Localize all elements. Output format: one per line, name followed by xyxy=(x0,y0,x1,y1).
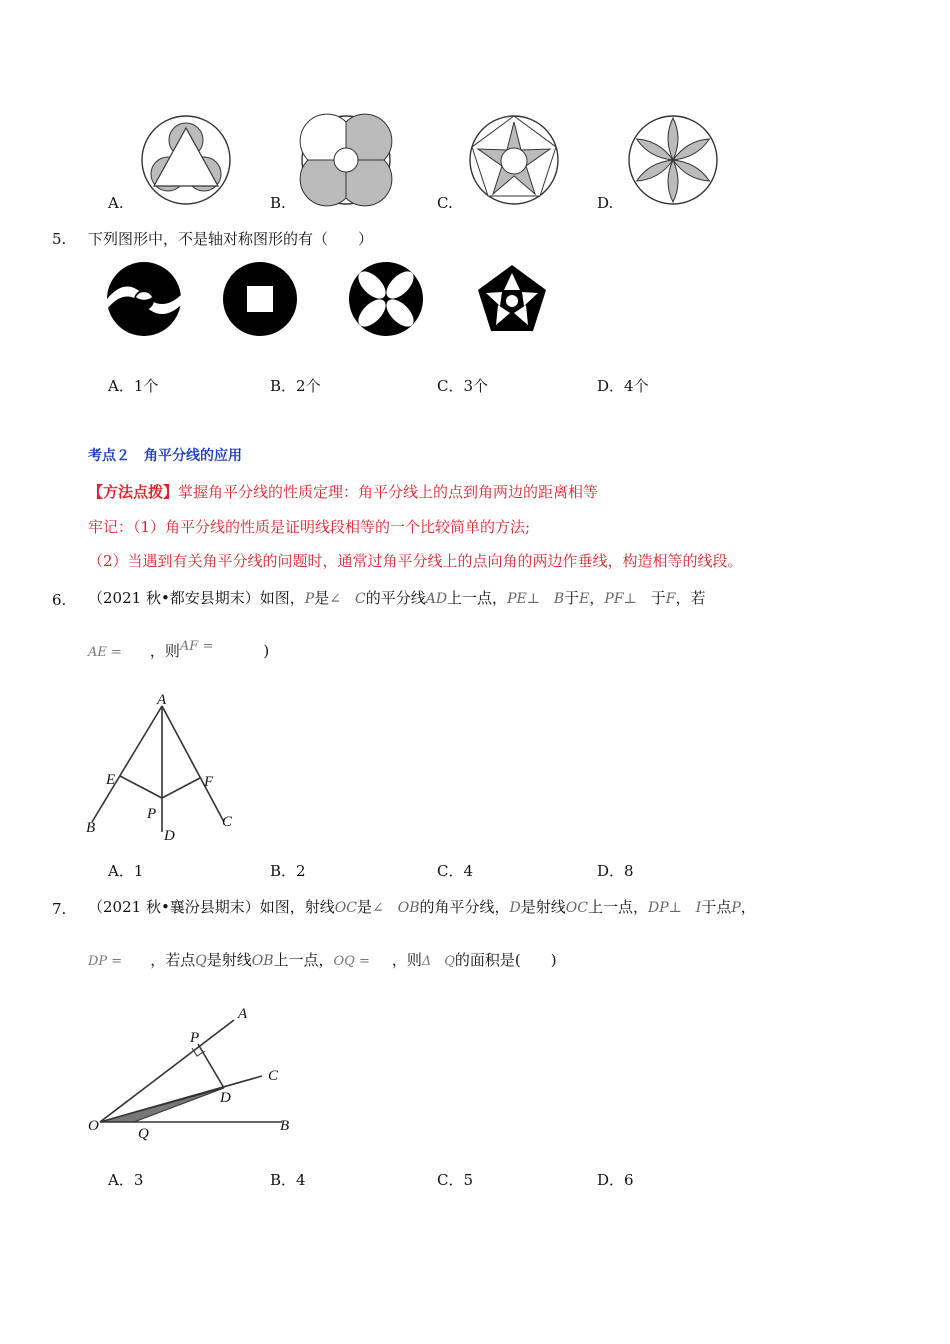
q5-figure-1 xyxy=(106,261,182,337)
q6-text-4: 上一点， xyxy=(447,589,508,607)
q7-option-c[interactable]: C．5 xyxy=(437,1171,474,1189)
q6-math-e: E xyxy=(579,591,590,607)
q6-text-8: ，若 xyxy=(675,589,706,607)
q6-option-a[interactable]: A．1 xyxy=(108,862,144,880)
q6-math-ae: AE = xyxy=(88,645,122,660)
q7-text-6: 于点 xyxy=(701,898,732,916)
note-2: （2）当遇到有关角平分线的问题时，通常过角平分线上的点向角的两边作垂线，构造相等的线段。 xyxy=(88,552,743,570)
q6-label-b: B xyxy=(86,820,96,836)
q6-label-p: P xyxy=(147,806,157,822)
q7-math-p: P xyxy=(731,900,741,916)
q6-text-1: （2021 秋•都安县期末）如图， xyxy=(88,589,305,607)
q6-label-d: D xyxy=(164,828,175,844)
q7-label-d: D xyxy=(220,1090,231,1106)
q6-math-angle: ∠ C xyxy=(329,591,366,607)
q6-text-5: 于 xyxy=(564,589,580,607)
q6-math-pe: PE⊥ B xyxy=(507,591,565,607)
q7-math-ob: OB xyxy=(251,953,274,969)
q5-option-b[interactable]: B．2个 xyxy=(270,377,321,395)
q7-question-line1 xyxy=(88,897,756,918)
q6-label-c: C xyxy=(222,814,233,830)
section-title: 考点２ 角平分线的应用 xyxy=(88,448,242,464)
q7-math-oc: OC xyxy=(334,900,357,916)
q4-figure-c xyxy=(468,114,560,206)
q4-figure-a xyxy=(140,114,232,206)
q6-math-p: P xyxy=(304,591,315,607)
q6-label-f: F xyxy=(204,774,214,790)
q7-text-7: ， xyxy=(740,898,756,916)
q7-figure xyxy=(86,1004,306,1142)
q7-text-8: ，若点 xyxy=(150,951,196,969)
q5-figure-3 xyxy=(348,261,424,337)
q4-figure-b xyxy=(300,114,392,206)
q7-option-a[interactable]: A．3 xyxy=(108,1171,144,1189)
q7-text-2: 是 xyxy=(357,898,373,916)
q5-figure-2 xyxy=(222,261,298,337)
q7-math-tri: Δ Q xyxy=(421,954,455,969)
q7-number: 7. xyxy=(52,900,67,918)
q7-math-dp: DP⊥ I xyxy=(648,900,702,916)
q4-option-b[interactable]: B. xyxy=(270,194,286,212)
q6-text-6: ， xyxy=(589,589,605,607)
q7-option-d[interactable]: D．6 xyxy=(597,1171,634,1189)
q6-option-d[interactable]: D．8 xyxy=(597,862,634,880)
q7-label-p: P xyxy=(190,1030,200,1046)
q4-option-c[interactable]: C. xyxy=(437,194,453,212)
q7-label-c: C xyxy=(268,1068,279,1084)
q5-figure-4 xyxy=(476,263,548,335)
q7-math-d: D xyxy=(509,900,521,916)
q4-option-a[interactable]: A. xyxy=(108,194,124,212)
q7-math-oc2: OC xyxy=(565,900,588,916)
q7-math-dpeq: DP = xyxy=(88,954,123,969)
q6-math-pf: PF⊥ xyxy=(604,591,651,607)
q7-math-q: Q xyxy=(195,953,207,969)
q7-text-4: 是射线 xyxy=(520,898,566,916)
q6-text-3: 的平分线 xyxy=(365,589,426,607)
q7-text-11: ，则 xyxy=(391,951,422,969)
method-label: 【方法点拨】 xyxy=(88,483,179,501)
q6-label-e: E xyxy=(106,772,116,788)
q6-label-a: A xyxy=(157,692,167,708)
q6-text-2: 是 xyxy=(314,589,330,607)
method-line xyxy=(88,482,598,502)
q6-question-line1 xyxy=(88,588,705,609)
q5-option-d[interactable]: D．4个 xyxy=(597,377,649,395)
q6-figure xyxy=(84,692,244,848)
q7-math-angle: ∠ OB xyxy=(372,900,420,916)
q7-text-5: 上一点， xyxy=(587,898,648,916)
q7-text-10: 上一点， xyxy=(273,951,334,969)
method-text: 掌握角平分线的性质定理：角平分线上的点到角两边的距离相等 xyxy=(178,483,599,501)
q5-question: 下列图形中，不是轴对称图形的有（ ） xyxy=(88,230,374,248)
q6-question-line2 xyxy=(88,641,269,663)
q7-label-q: Q xyxy=(138,1126,149,1142)
q7-question-line2 xyxy=(88,950,557,972)
q7-label-b: B xyxy=(280,1118,290,1134)
q7-label-a: A xyxy=(238,1006,248,1022)
q7-text-9: 是射线 xyxy=(206,951,252,969)
q5-number: 5. xyxy=(52,230,67,248)
q6-text-7: 于 xyxy=(650,589,666,607)
q6-text-10: ) xyxy=(263,642,270,660)
q6-math-ad: AD xyxy=(425,591,448,607)
q4-option-d[interactable]: D. xyxy=(597,194,614,212)
q6-number: 6. xyxy=(52,591,67,609)
q6-option-b[interactable]: B．2 xyxy=(270,862,306,880)
q7-math-oq: OQ = xyxy=(333,954,370,969)
note-1: 牢记：（1）角平分线的性质是证明线段相等的一个比较简单的方法; xyxy=(88,518,531,536)
q4-figure-d xyxy=(627,114,719,206)
q7-text-12: 的面积是( ) xyxy=(454,951,557,969)
q6-math-af: AF = xyxy=(179,639,214,654)
q5-option-c[interactable]: C．3个 xyxy=(437,377,489,395)
q7-option-b[interactable]: B．4 xyxy=(270,1171,306,1189)
q6-math-f: F xyxy=(665,591,676,607)
q6-option-c[interactable]: C．4 xyxy=(437,862,474,880)
q6-text-9: ，则 xyxy=(149,642,180,660)
q7-label-o: O xyxy=(88,1118,99,1134)
q7-text-3: 的角平分线， xyxy=(419,898,510,916)
q7-text-1: （2021 秋•襄汾县期末）如图，射线 xyxy=(88,898,335,916)
q5-option-a[interactable]: A．1个 xyxy=(108,377,159,395)
